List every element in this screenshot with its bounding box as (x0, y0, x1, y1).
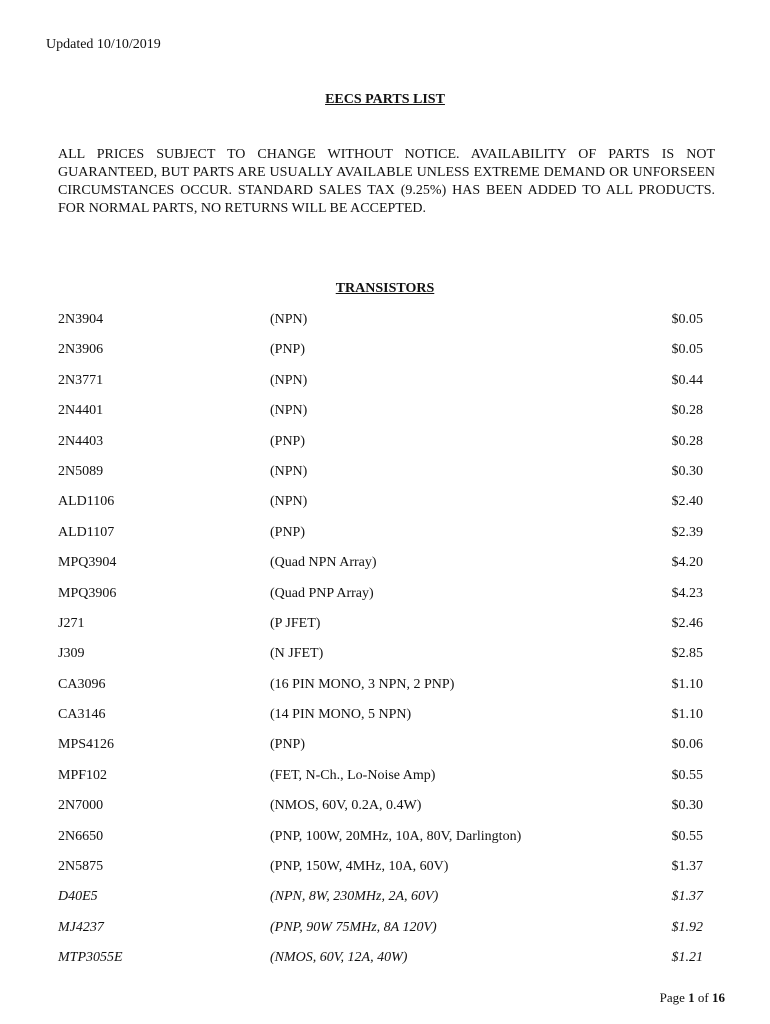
page-label: Page (659, 990, 685, 1005)
parts-row (58, 798, 703, 828)
part-price: $1.37 (671, 889, 703, 905)
part-description: (PNP) (270, 737, 306, 753)
part-price: $0.55 (671, 828, 703, 844)
part-description: (PNP) (270, 342, 306, 358)
parts-row (58, 312, 703, 342)
part-number: MJ4237 (58, 919, 104, 935)
part-price: $0.28 (671, 433, 703, 449)
part-price: $0.05 (671, 312, 703, 327)
part-number: MPQ3906 (58, 585, 117, 601)
parts-row (58, 737, 703, 767)
part-price: $0.06 (671, 737, 703, 753)
parts-row (58, 950, 703, 980)
part-price: $1.10 (671, 707, 703, 723)
part-number: 2N5089 (58, 463, 104, 479)
part-number: CA3096 (58, 676, 106, 692)
part-number: CA3146 (58, 707, 106, 723)
part-description: (FET, N-Ch., Lo-Noise Amp) (270, 767, 436, 783)
part-description: (NMOS, 60V, 0.2A, 0.4W) (270, 798, 422, 814)
parts-row (58, 677, 703, 707)
updated-date: Updated 10/10/2019 (46, 37, 161, 52)
price-notice: ALL PRICES SUBJECT TO CHANGE WITHOUT NOTICE. AVAILABILITY OF PARTS IS NOT GUARANTEED, BUT PARTS ARE USUALLY AVAILABLE UNLESS EXTREME DEMAND OR UNFORSEEN CIRCUMSTANCES OCCUR. STANDARD SALES TAX (9.25%) HAS BEEN ADDED TO ALL PRODUCTS. FOR NORMAL PARTS, NO RETURNS WILL BE ACCEPTED. (58, 147, 715, 216)
part-description: (NPN, 8W, 230MHz, 2A, 60V) (270, 889, 439, 905)
part-number: 2N7000 (58, 798, 104, 814)
part-price: $1.92 (671, 919, 703, 935)
part-price: $1.10 (671, 676, 703, 692)
parts-row (58, 525, 703, 555)
part-price: $2.39 (671, 524, 703, 540)
parts-row (58, 464, 703, 494)
part-description: (NPN) (270, 312, 308, 327)
part-price: $0.05 (671, 342, 703, 358)
part-number: J309 (58, 646, 85, 662)
part-description: (NMOS, 60V, 12A, 40W) (270, 950, 408, 966)
part-price: $2.46 (671, 615, 703, 631)
part-description: (PNP) (270, 524, 306, 540)
part-number: MPS4126 (58, 737, 115, 753)
part-description: (PNP, 90W 75MHz, 8A 120V) (270, 919, 437, 935)
parts-row (58, 434, 703, 464)
part-price: $0.30 (671, 463, 703, 479)
parts-row (58, 889, 703, 919)
part-description: (NPN) (270, 494, 308, 510)
part-price: $1.21 (671, 950, 703, 966)
part-number: 2N6650 (58, 828, 104, 844)
part-number: J271 (58, 615, 85, 631)
part-description: (NPN) (270, 372, 308, 388)
current-page: 1 (688, 990, 695, 1005)
part-number: 2N3771 (58, 372, 104, 388)
part-price: $0.30 (671, 798, 703, 814)
part-number: MPF102 (58, 767, 108, 783)
part-description: (NPN) (270, 403, 308, 419)
part-price: $4.23 (671, 585, 703, 601)
part-description: (PNP, 100W, 20MHz, 10A, 80V, Darlington) (270, 828, 522, 844)
part-number: 2N3904 (58, 312, 104, 327)
document-title: EECS PARTS LIST (325, 92, 445, 107)
parts-row (58, 707, 703, 737)
part-description: (P JFET) (270, 615, 321, 631)
part-number: 2N5875 (58, 859, 104, 875)
part-number: 2N4403 (58, 433, 104, 449)
part-price: $1.37 (671, 859, 703, 875)
part-number: D40E5 (58, 889, 98, 905)
part-number: MPQ3904 (58, 555, 117, 571)
part-description: (N JFET) (270, 646, 324, 662)
parts-row (58, 494, 703, 524)
parts-row (58, 616, 703, 646)
parts-row (58, 373, 703, 403)
part-price: $0.28 (671, 403, 703, 419)
parts-row (58, 403, 703, 433)
part-description: (14 PIN MONO, 5 NPN) (270, 707, 412, 723)
parts-row (58, 342, 703, 372)
part-number: 2N4401 (58, 403, 104, 419)
part-description: (Quad NPN Array) (270, 555, 377, 571)
part-number: ALD1106 (58, 494, 115, 510)
of-label: of (697, 990, 709, 1005)
part-price: $0.55 (671, 767, 703, 783)
part-price: $2.40 (671, 494, 703, 510)
part-description: (NPN) (270, 463, 308, 479)
parts-row (58, 555, 703, 585)
parts-row (58, 829, 703, 859)
parts-row (58, 586, 703, 616)
part-price: $4.20 (671, 555, 703, 571)
part-description: (16 PIN MONO, 3 NPN, 2 PNP) (270, 676, 455, 692)
part-description: (PNP, 150W, 4MHz, 10A, 60V) (270, 859, 449, 875)
part-description: (PNP) (270, 433, 306, 449)
parts-row (58, 768, 703, 798)
part-price: $0.44 (671, 372, 703, 388)
part-number: ALD1107 (58, 524, 115, 540)
parts-row (58, 859, 703, 889)
parts-row (58, 920, 703, 950)
parts-list (58, 312, 703, 981)
part-number: MTP3055E (58, 950, 123, 966)
page-number (660, 990, 725, 1006)
parts-row (58, 646, 703, 676)
part-price: $2.85 (671, 646, 703, 662)
total-pages: 16 (712, 990, 725, 1005)
part-description: (Quad PNP Array) (270, 585, 374, 601)
part-number: 2N3906 (58, 342, 104, 358)
section-title-transistors: TRANSISTORS (335, 281, 435, 296)
